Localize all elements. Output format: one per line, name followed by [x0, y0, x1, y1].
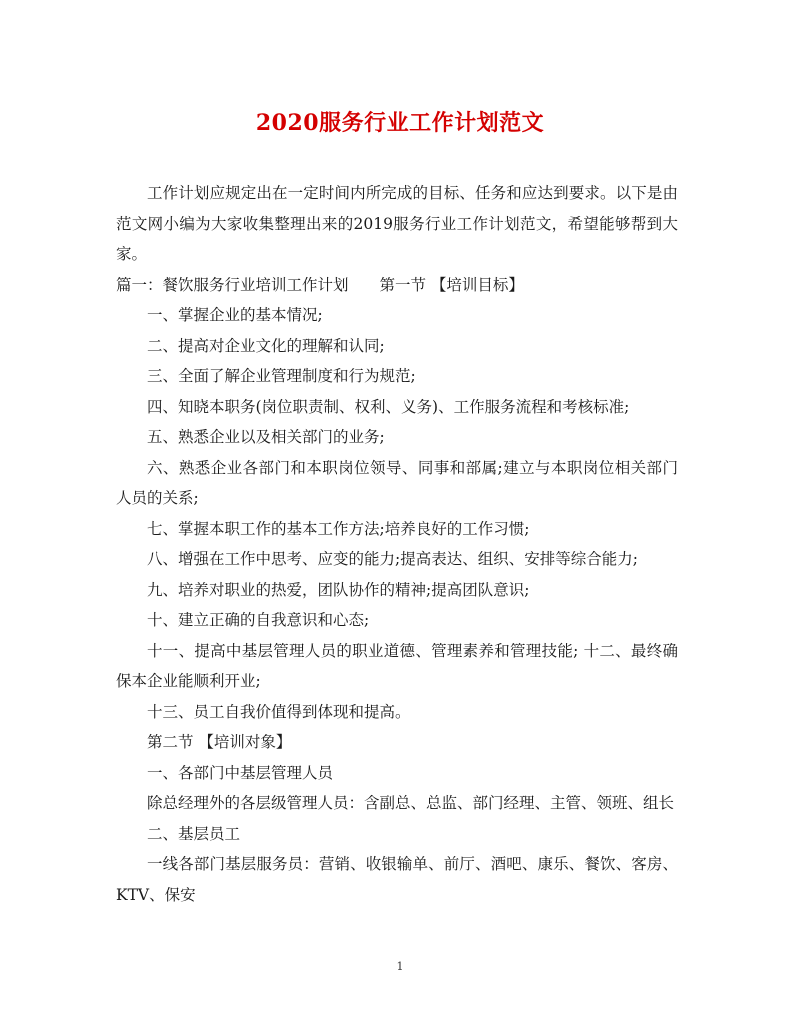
paragraph: 九、培养对职业的热爱，团队协作的精神;提高团队意识;: [147, 580, 530, 599]
paragraph: 七、掌握本职工作的基本工作方法;培养良好的工作习惯;: [147, 519, 530, 538]
paragraph: 第二节 【培训对象】: [147, 733, 292, 751]
paragraph: 十三、员工自我价值得到体现和提高。: [147, 702, 411, 721]
paragraph: 一、各部门中基层管理人员: [147, 763, 334, 782]
paragraph: 一线各部门基层服务员：营销、收银输单、前厅、酒吧、康乐、餐饮、客房、KTV、保安: [116, 855, 678, 904]
paragraph: 十一、提高中基层管理人员的职业道德、管理素养和管理技能; 十二、最终确保本企业能顺利开业;: [116, 641, 678, 690]
paragraph: 四、知晓本职务(岗位职责制、权利、义务)、工作服务流程和考核标准;: [147, 397, 630, 416]
paragraph: 工作计划应规定出在一定时间内所完成的目标、任务和应达到要求。以下是由范文网小编为大家收集整理出来的2019服务行业工作计划范文，希望能够帮到大家。: [116, 184, 678, 263]
paragraph: 除总经理外的各层级管理人员：含副总、总监、部门经理、主管、领班、组长: [147, 794, 675, 812]
paragraph: 篇一：餐饮服务行业培训工作计划 第一节 【培训目标】: [116, 275, 524, 294]
document-title: 2020服务行业工作计划范文: [255, 110, 545, 136]
paragraph: 二、基层员工: [147, 824, 241, 843]
paragraph: 五、熟悉企业以及相关部门的业务;: [147, 428, 385, 446]
paragraph: 三、全面了解企业管理制度和行为规范;: [147, 367, 416, 385]
document-body: [116, 178, 678, 910]
paragraph: 十、建立正确的自我意识和心态;: [147, 611, 370, 629]
page-number: 1: [396, 960, 404, 973]
paragraph: 二、提高对企业文化的理解和认同;: [147, 336, 385, 355]
paragraph: 八、增强在工作中思考、应变的能力;提高表达、组织、安排等综合能力;: [147, 550, 638, 568]
paragraph: 一、掌握企业的基本情况;: [147, 306, 323, 324]
paragraph: 六、熟悉企业各部门和本职岗位领导、同事和部属;建立与本职岗位相关部门人员的关系;: [116, 458, 678, 507]
